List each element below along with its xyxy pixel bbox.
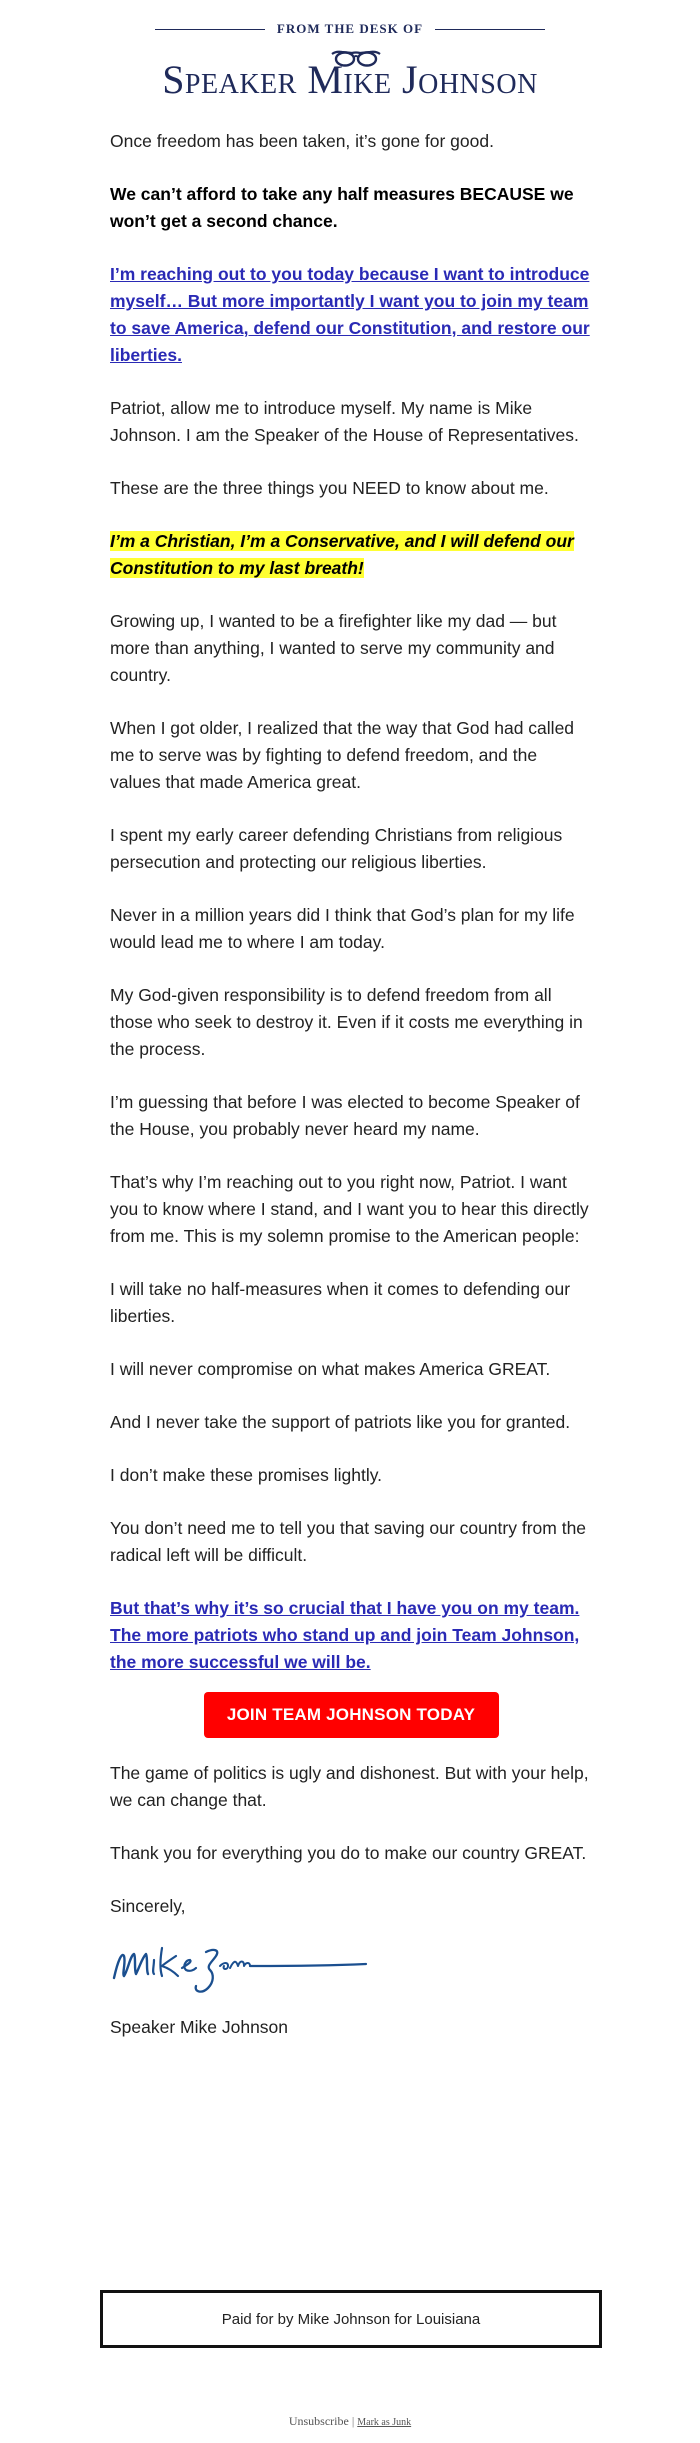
paid-for-text: Paid for by Mike Johnson for Louisiana [221,2310,481,2328]
join-team-link[interactable]: But that’s why it’s so crucial that I have you on my team. The more patriots who stand up and join Team Johnson, the more successful we will be. [110,1598,580,1672]
paragraph-three-things: These are the three things you NEED to know about me. [110,478,549,498]
paragraph-guessing: I’m guessing that before I was elected to become Speaker of the House, you probably never heard my name. [110,1092,580,1139]
join-team-johnson-button[interactable]: JOIN TEAM JOHNSON TODAY [204,1692,499,1738]
signer-name: Speaker Mike Johnson [110,2017,289,2037]
paragraph-lightly: I don’t make these promises lightly. [110,1465,383,1485]
paragraph-thank-you: Thank you for everything you do to make our country GREAT. [110,1843,587,1863]
closing-sincerely: Sincerely, [110,1896,186,1916]
mark-as-junk-link[interactable]: Mark as Junk [357,2417,412,2428]
introduce-myself-link[interactable]: I’m reaching out to you today because I want to introduce myself… But more importantly I want you to join my team to save America, defend our Constitution, and restore our liberties. [110,264,590,365]
footer-separator: | [351,2414,355,2428]
paragraph-reaching-out: That’s why I’m reaching out to you right now, Patriot. I want you to know where I stand, and I want you to hear this directly from me. This is my solemn promise to the American people: [110,1172,589,1246]
email-footer [0,2414,700,2429]
paragraph-promise-2: I will never compromise on what makes America GREAT. [110,1359,551,1379]
right-rule [435,29,545,30]
paragraph-gods-plan: Never in a million years did I think that God’s plan for my life would lead me to where I am today. [110,905,575,952]
desk-row [0,18,700,40]
paragraph-early-career: I spent my early career defending Christians from religious persecution and protecting our religious liberties. [110,825,563,872]
paragraph-introduce: Patriot, allow me to introduce myself. My name is Mike Johnson. I am the Speaker of the House of Representatives. [110,398,579,445]
paragraph-older: When I got older, I realized that the way that God had called me to serve was by fighting to defend freedom, and the values that made America great. [110,718,575,792]
paragraph-promise-1: I will take no half-measures when it comes to defending our liberties. [110,1279,571,1326]
paragraph-growing-up: Growing up, I wanted to be a firefighter like my dad — but more than anything, I wanted to serve my community and country. [110,611,557,685]
handwritten-signature [110,1930,370,2000]
paragraph-politics: The game of politics is ugly and dishonest. But with your help, we can change that. [110,1763,589,1810]
highlighted-statement: I’m a Christian, I’m a Conservative, and I will defend our Constitution to my last breath! [110,531,574,578]
letter-body [110,128,592,2067]
desk-label: FROM THE DESK OF [276,21,424,36]
paragraph-promise-3: And I never take the support of patriots like you for granted. [110,1412,571,1432]
paragraph-difficult: You don’t need me to tell you that saving our country from the radical left will be difficult. [110,1518,587,1565]
paragraph-freedom: Once freedom has been taken, it’s gone for good. [110,131,494,151]
paragraph-responsibility: My God-given responsibility is to defend freedom from all those who seek to destroy it. Even if it costs me everything in the process. [110,985,583,1059]
unsubscribe-link[interactable]: Unsubscribe [288,2414,349,2428]
left-rule [155,29,265,30]
email-header [0,0,700,112]
cta-wrapper [110,1692,592,1738]
paragraph-half-measures: We can’t afford to take any half measures BECAUSE we won’t get a second chance. [110,184,574,231]
speaker-name-logo: Speaker Mike Johnson [162,57,538,102]
paid-for-disclaimer [100,2290,602,2348]
